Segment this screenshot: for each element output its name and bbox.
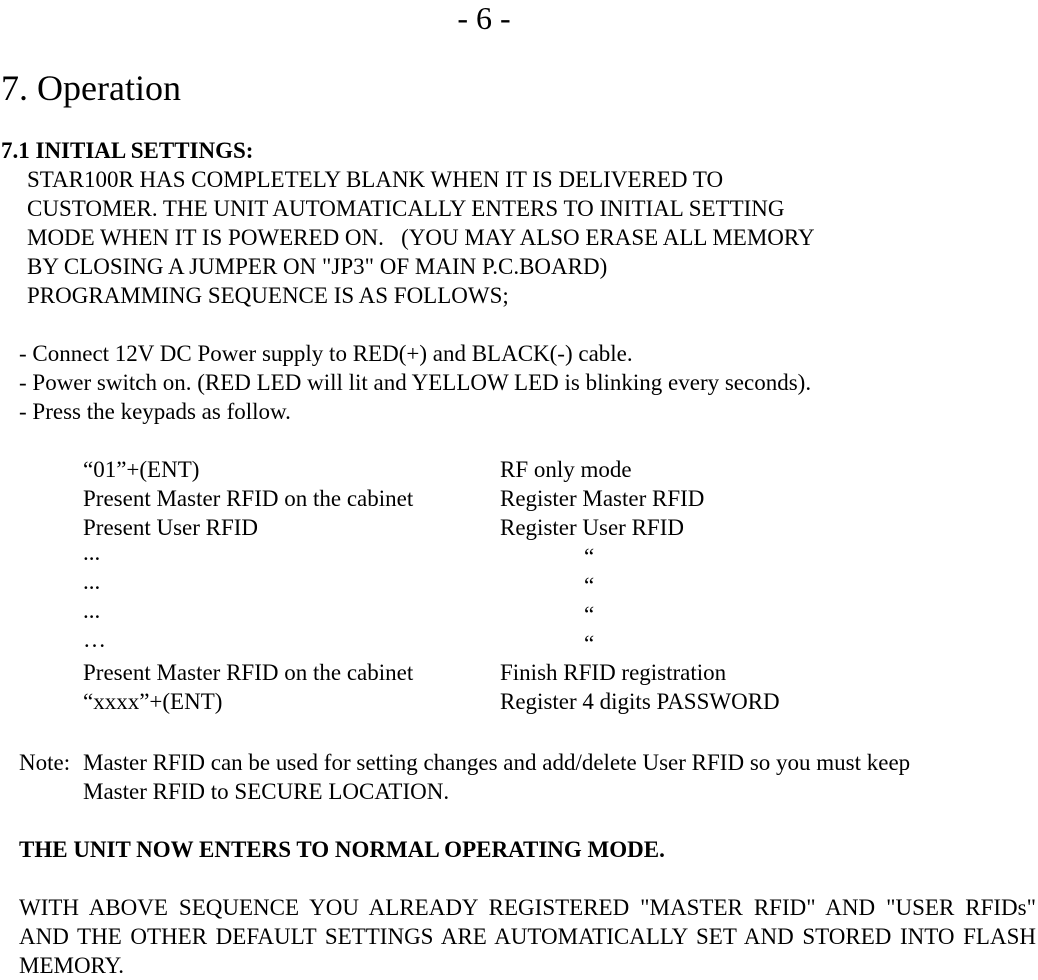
step-action: Present Master RFID on the cabinet xyxy=(83,486,414,511)
bullet-item: - Connect 12V DC Power supply to RED(+) and BLACK(-) cable. xyxy=(19,341,633,366)
bullet-item: - Press the keypads as follow. xyxy=(19,399,291,424)
step-result-ditto: “ xyxy=(584,544,595,569)
step-result: Register 4 digits PASSWORD xyxy=(500,689,780,714)
step-action: ... xyxy=(83,540,101,565)
step-result-ditto: “ xyxy=(584,631,595,656)
intro-line: BY CLOSING A JUMPER ON "JP3" OF MAIN P.C.BOARD) xyxy=(27,254,608,279)
step-action: “xxxx”+(ENT) xyxy=(83,689,223,714)
intro-line: MODE WHEN IT IS POWERED ON. (YOU MAY ALSO ERASE ALL MEMORY xyxy=(27,225,815,250)
step-result-ditto: “ xyxy=(584,602,595,627)
step-result-ditto: “ xyxy=(584,573,595,598)
step-action: ... xyxy=(83,598,101,623)
step-action: “01”+(ENT) xyxy=(83,457,200,482)
step-action: … xyxy=(83,627,106,652)
final-paragraph: WITH ABOVE SEQUENCE YOU ALREADY REGISTERED "MASTER RFID" AND "USER RFIDs" AND THE OTHER DEFAULT SETTINGS ARE AUTOMATICALLY SET AND STORED INTO FLASH MEMORY. xyxy=(19,895,1036,978)
step-result: Register User RFID xyxy=(500,515,684,540)
step-result: Register Master RFID xyxy=(500,486,705,511)
subsection-heading: 7.1 INITIAL SETTINGS: xyxy=(1,138,254,163)
section-title: 7. Operation xyxy=(1,68,181,108)
note-text: Master RFID can be used for setting changes and add/delete User RFID so you must keep xyxy=(83,750,911,775)
step-result: RF only mode xyxy=(500,457,632,482)
intro-line: CUSTOMER. THE UNIT AUTOMATICALLY ENTERS TO INITIAL SETTING xyxy=(27,196,785,221)
step-action: Present Master RFID on the cabinet xyxy=(83,660,414,685)
note-label: Note: xyxy=(19,750,71,775)
bullet-item: - Power switch on. (RED LED will lit and YELLOW LED is blinking every seconds). xyxy=(19,370,812,395)
intro-line: PROGRAMMING SEQUENCE IS AS FOLLOWS; xyxy=(27,283,509,308)
note-text: Master RFID to SECURE LOCATION. xyxy=(83,779,450,804)
page-number: - 6 - xyxy=(457,0,511,36)
step-action: ... xyxy=(83,569,101,594)
intro-line: STAR100R HAS COMPLETELY BLANK WHEN IT IS DELIVERED TO xyxy=(27,167,724,192)
normal-mode-heading: THE UNIT NOW ENTERS TO NORMAL OPERATING MODE. xyxy=(19,837,665,862)
step-result: Finish RFID registration xyxy=(500,660,727,685)
step-action: Present User RFID xyxy=(83,515,259,540)
